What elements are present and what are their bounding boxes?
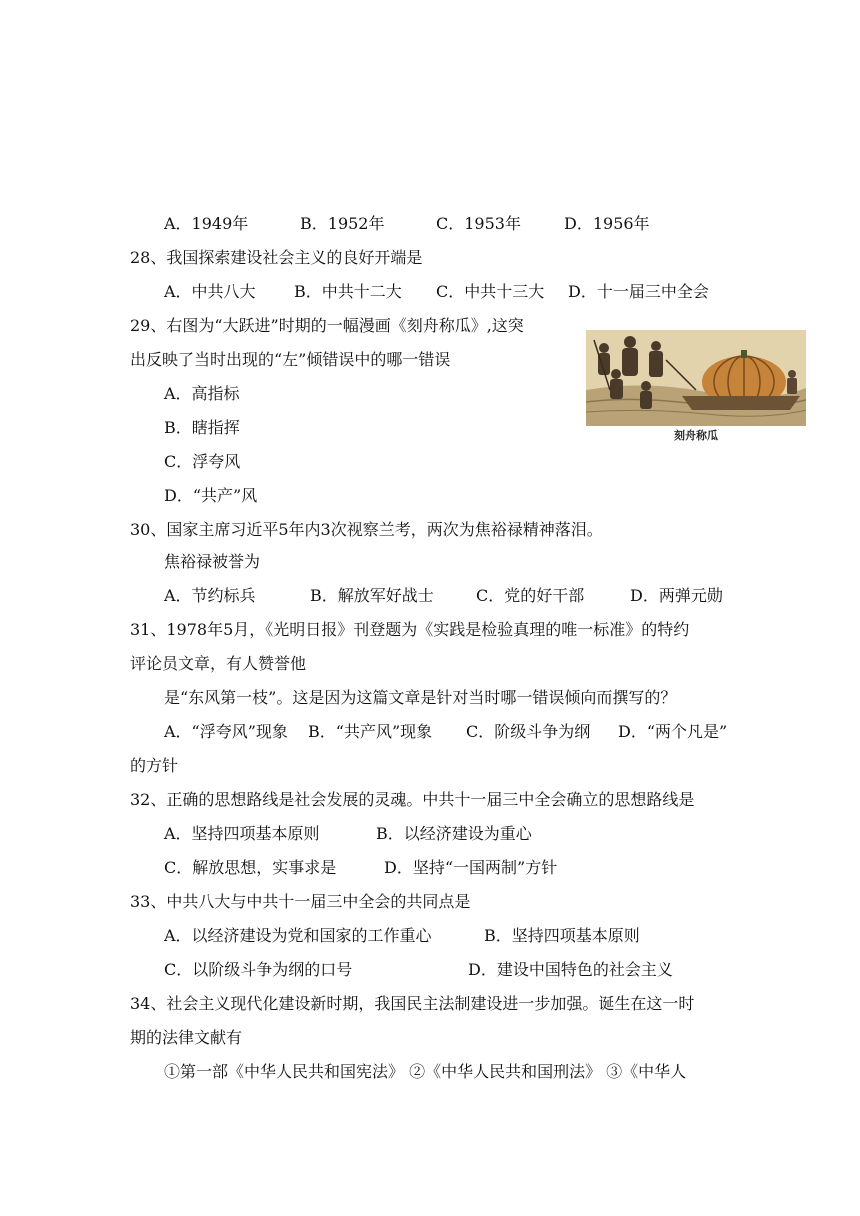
q30-stem-line-2: 焦裕禄被誉为: [164, 552, 261, 571]
q31-option-d-wrap: 的方针: [130, 756, 179, 775]
q29-stem-line-2: 出反映了当时出现的“左”倾错误中的哪一错误: [130, 350, 451, 369]
q32-stem: 32、正确的思想路线是社会发展的灵魂。中共十一届三中全会确立的思想路线是: [130, 790, 695, 809]
q29-option-a: A．高指标: [164, 384, 240, 403]
q27-option-c: C．1953年: [436, 214, 521, 233]
q30-stem-line-1: 30、国家主席习近平5年内3次视察兰考，两次为焦裕禄精神落泪。: [130, 520, 603, 539]
q27-option-d: D．1956年: [564, 214, 650, 233]
q33-option-a: A．以经济建设为党和国家的工作重心: [164, 926, 432, 945]
q28-option-b: B．中共十二大: [294, 282, 402, 301]
q31-stem-line-3: 是“东风第一枝”。这是因为这篇文章是针对当时哪一错误倾向而撰写的？: [164, 688, 677, 707]
q33-option-b: B．坚持四项基本原则: [484, 926, 640, 945]
q29-option-d: D．“共产”风: [164, 486, 258, 505]
q27-option-a: A．1949年: [164, 214, 249, 233]
q33-stem: 33、中共八大与中共十一届三中全会的共同点是: [130, 892, 471, 911]
q31-stem-line-2: 评论员文章，有人赞誉他: [130, 654, 307, 673]
q33-option-c: C．以阶级斗争为纲的口号: [164, 960, 353, 979]
q32-option-c: C．解放思想，实事求是: [164, 858, 337, 877]
q29-option-b: B．瞎指挥: [164, 418, 240, 437]
q30-option-c: C．党的好干部: [476, 586, 585, 605]
q32-option-b: B．以经济建设为重心: [376, 824, 532, 843]
q34-stem-line-1: 34、社会主义现代化建设新时期，我国民主法制建设进一步加强。诞生在这一时: [130, 994, 695, 1013]
q28-option-a: A．中共八大: [164, 282, 256, 301]
q31-option-d: D．“两个凡是”: [618, 722, 728, 741]
cartoon-image: [586, 330, 806, 446]
q29-stem-line-1: 29、右图为“大跃进”时期的一幅漫画《刻舟称瓜》,这突: [130, 316, 524, 335]
q28-option-d: D．十一届三中全会: [568, 282, 709, 301]
q27-option-b: B．1952年: [300, 214, 385, 233]
cartoon-caption: 刻舟称瓜: [586, 426, 806, 446]
cartoon-illustration: [586, 330, 806, 426]
q33-option-d: D．建设中国特色的社会主义: [468, 960, 673, 979]
q28-option-c: C．中共十三大: [436, 282, 545, 301]
q32-option-a: A．坚持四项基本原则: [164, 824, 320, 843]
q28-stem: 28、我国探索建设社会主义的良好开端是: [130, 248, 423, 267]
q30-option-a: A．节约标兵: [164, 586, 256, 605]
q32-option-d: D．坚持“一国两制”方针: [384, 858, 558, 877]
q30-option-b: B．解放军好战士: [310, 586, 434, 605]
q31-option-b: B．“共产风”现象: [308, 722, 433, 741]
q34-items-line: ①第一部《中华人民共和国宪法》 ②《中华人民共和国刑法》 ③《中华人: [164, 1062, 687, 1081]
q31-option-c: C．阶级斗争为纲: [466, 722, 591, 741]
q34-stem-line-2: 期的法律文献有: [130, 1028, 243, 1047]
q30-option-d: D．两弹元勋: [630, 586, 723, 605]
q31-option-a: A．“浮夸风”现象: [164, 722, 288, 741]
q29-option-c: C．浮夸风: [164, 452, 241, 471]
q31-stem-line-1: 31、1978年5月，《光明日报》刊登题为《实践是检验真理的唯一标准》的特约: [130, 620, 690, 639]
